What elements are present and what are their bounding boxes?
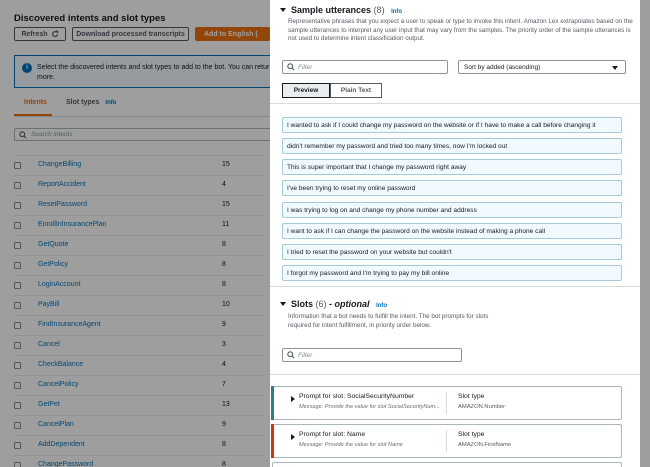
utterance-item[interactable]: I wanted to ask if I could change my password on the website or if I have to make a call before changing it (282, 117, 622, 133)
slots-header[interactable]: Slots (6) - optional Info (280, 299, 387, 309)
intent-name-link[interactable]: PayBill (38, 301, 60, 308)
slot-types-info-link[interactable]: Info (105, 100, 117, 106)
utterance-count: 7 (222, 381, 226, 388)
slot-card-separator (446, 392, 447, 414)
page-title: Discovered intents and slot types (14, 13, 166, 24)
chevron-down-icon (612, 66, 618, 70)
slot-color-stripe (271, 424, 274, 458)
slot-count: (6) (315, 299, 327, 309)
utterance-item[interactable]: I've been trying to reset my online password (282, 180, 622, 196)
download-transcripts-button[interactable]: Download processed transcripts (72, 27, 189, 41)
refresh-label: Refresh (21, 30, 48, 38)
intent-name-link[interactable]: EnrollInInsurancePlan (38, 221, 107, 228)
utterance-count: 9 (222, 421, 226, 428)
slot-type-label: Slot type (458, 431, 485, 438)
add-to-language-button[interactable]: Add to English ( (195, 27, 270, 41)
section-divider (270, 374, 640, 375)
slot-card-separator (446, 430, 447, 452)
utterance-count: 10 (222, 301, 230, 308)
utterance-count: 9 (222, 321, 226, 328)
slot-card[interactable] (272, 462, 622, 467)
slot-filter-input[interactable]: Filter (282, 348, 462, 362)
search-intents-input[interactable]: Search intents (14, 128, 274, 141)
utterances-description: Representative phrases that you expect a user to speak or type to invoke this intent. Amazon Lex extrapolates based on the sample utterances to interpret any user input that may vary from the samples. The priority order of the sample utterances is not used to determine intent classification output. (288, 18, 633, 42)
utterance-count: 8 (222, 281, 226, 288)
tab-intents[interactable]: Intents (24, 99, 47, 106)
utterance-count: 4 (222, 181, 226, 188)
utterance-count: 8 (222, 261, 226, 268)
section-divider (270, 286, 640, 287)
slot-type-value: AMAZON.Number (458, 404, 506, 410)
intent-name-link[interactable]: CancelPolicy (38, 381, 79, 388)
intent-name-link[interactable]: CancelPlan (38, 421, 74, 428)
utterance-filter-input[interactable]: Filter (282, 60, 448, 74)
slots-info-link[interactable]: Info (376, 303, 388, 309)
utterance-count: 11 (222, 221, 230, 228)
intent-name-link[interactable]: GetQuote (38, 241, 69, 248)
info-circle-icon: i (22, 63, 32, 73)
caret-right-icon[interactable] (291, 434, 295, 440)
intent-name-link[interactable]: ReportAccident (38, 181, 86, 188)
caret-right-icon[interactable] (291, 396, 295, 402)
intent-name-link[interactable]: ResetPassword (38, 201, 88, 208)
intent-name-link[interactable]: GetPolicy (38, 261, 68, 268)
slot-prompt-title: Prompt for slot: Name (299, 431, 366, 438)
slot-card[interactable] (272, 386, 622, 420)
sort-select[interactable]: Sort by added (ascending) (458, 60, 626, 74)
utterance-item[interactable]: I was trying to log on and change my phone number and address (282, 202, 622, 218)
intent-name-link[interactable]: ChangePassword (38, 461, 94, 467)
optional-label: - optional (329, 299, 370, 309)
utterance-count: 8 (222, 461, 226, 467)
slot-type-label: Slot type (458, 393, 485, 400)
intent-name-link[interactable]: ChangeBilling (38, 161, 82, 168)
intent-detail-panel (270, 0, 640, 467)
utterance-count: 15 (222, 161, 230, 168)
utterance-item[interactable]: I tried to reset the password on your website but couldn't (282, 244, 622, 260)
intent-name-link[interactable]: Cancel (38, 341, 60, 348)
intent-name-link[interactable]: AddDependent (38, 441, 85, 448)
intent-name-link[interactable]: LoginAccount (38, 281, 81, 288)
intent-name-link[interactable]: FindInsuranceAgent (38, 321, 101, 328)
utterance-item[interactable]: I want to ask if I can change the password on the website instead of making a phone call (282, 223, 622, 239)
utterance-count: 8 (222, 241, 226, 248)
slot-color-stripe (271, 386, 274, 420)
search-icon (287, 63, 295, 71)
utterance-count: 8 (222, 441, 226, 448)
caret-down-icon (280, 8, 286, 12)
slot-card[interactable] (272, 424, 622, 458)
slots-description: Information that a bot needs to fulfill the intent. The bot prompts for slots required for intent fulfillment, in priority order below. (288, 313, 489, 329)
slot-prompt-message: Message: Provide the value for slot Name (299, 442, 403, 448)
utterance-count: 15 (222, 201, 230, 208)
utterance-count: 13 (222, 401, 230, 408)
intent-name-link[interactable]: GetPet (38, 401, 60, 408)
utterance-item[interactable]: I forgot my password and I'm trying to pay my bill online (282, 265, 622, 281)
utterance-count: (8) (373, 5, 385, 15)
plain-text-toggle[interactable]: Plain Text (330, 83, 382, 98)
tab-slot-types[interactable]: Slot types Info (66, 99, 117, 106)
caret-down-icon (280, 302, 286, 306)
section-divider (270, 103, 640, 104)
banner-text: Select the discovered intents and slot types to add to the bot. You can retur more. (37, 64, 270, 81)
utterance-count: 4 (222, 361, 226, 368)
sample-utterances-header[interactable]: Sample utterances (8) Info (280, 5, 402, 15)
utterances-info-link[interactable]: Info (391, 9, 403, 15)
utterance-item[interactable]: This is super important that I change my password right away (282, 159, 622, 175)
slot-prompt-title: Prompt for slot: SocialSecurityNumber (299, 393, 415, 400)
slot-prompt-message: Message: Provide the value for slot SocialSecurityNum... (299, 404, 440, 410)
slot-type-value: AMAZON.FirstName (458, 442, 512, 448)
preview-toggle[interactable]: Preview (282, 83, 330, 98)
utterance-count: 3 (222, 341, 226, 348)
intent-name-link[interactable]: CheckBalance (38, 361, 84, 368)
search-icon (287, 351, 295, 359)
utterance-item[interactable]: didn't remember my password and tried too many times, now I'm locked out (282, 138, 622, 154)
